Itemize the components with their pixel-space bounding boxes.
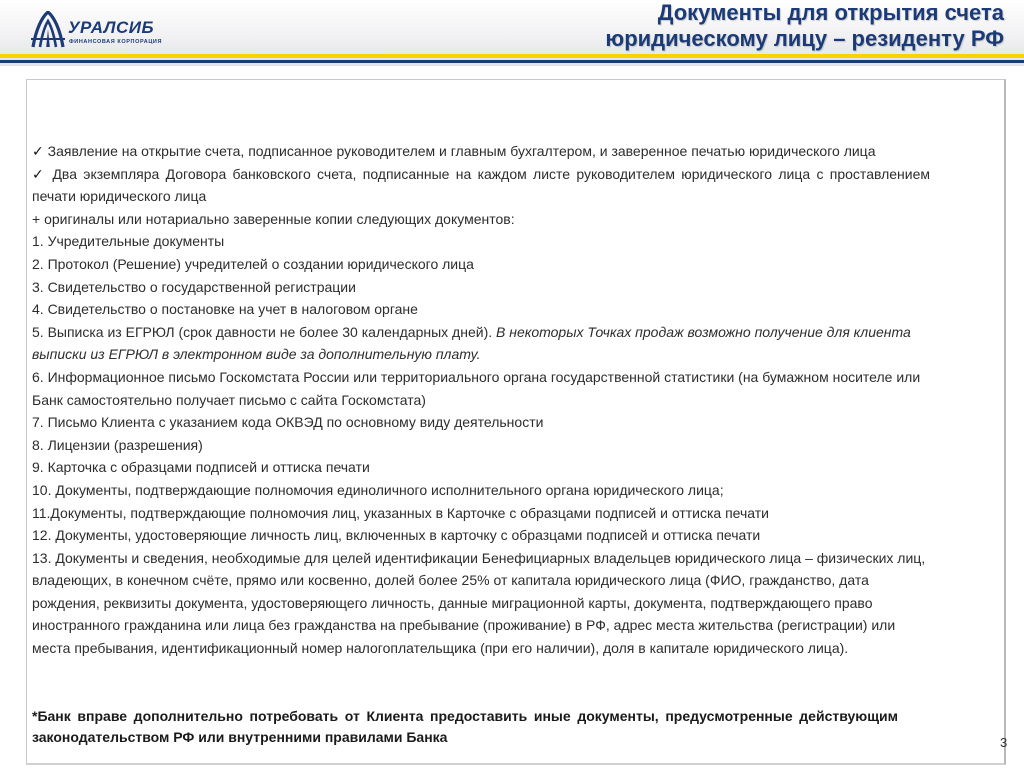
list-item: 8. Лицензии (разрешения) xyxy=(32,436,203,453)
page-number: 3 xyxy=(1000,735,1008,750)
check-icon: ✓ xyxy=(32,165,47,182)
list-item: 6. Информационное письмо Госкомстата России или территориального органа государственной статистики (на бумажном носителе или Банк самостоятельно получает письмо с сайта Госкомстата) xyxy=(32,368,921,408)
list-item: 4. Свидетельство о постановке на учет в налоговом органе xyxy=(32,301,418,318)
document-list xyxy=(32,140,930,660)
list-intro: + оригиналы или нотариально заверенные копии следующих документов: xyxy=(32,210,515,227)
brand-name: УРАЛСИБ xyxy=(68,18,154,37)
footnote: *Банк вправе дополнительно потребовать от Клиента предоставить иные документы, предусмотренные действующим законодательством РФ или внутренними правилами Банка xyxy=(32,708,898,745)
header-brand-stripe xyxy=(0,60,1024,63)
list-item: 2. Протокол (Решение) учредителей о создании юридического лица xyxy=(32,255,474,272)
list-item: 1. Учредительные документы xyxy=(32,233,225,250)
company-logo[interactable] xyxy=(30,11,180,49)
check-icon: ✓ xyxy=(32,143,44,159)
header-accent-stripe xyxy=(0,54,1024,58)
brand-tagline: ФИНАНСОВАЯ КОРПОРАЦИЯ xyxy=(69,39,163,45)
italic-note: В некоторых Точках продаж возможно получение для клиента выписки из ЕГРЮЛ в электронном виде за дополнительную плату. xyxy=(32,323,911,363)
list-item: 12. Документы, удостоверяющие личность лиц, включенных в карточку с образцами подписей и оттиска печати xyxy=(32,527,761,544)
list-item-application: ✓ Заявление на открытие счета, подписанное руководителем и главным бухгалтером, и заверенное печатью юридического лица xyxy=(32,143,876,159)
list-item-contract: ✓ Два экземпляра Договора банковского счета, подписанные на каждом листе руководителем юридического лица с проставлением печати юридического лица xyxy=(32,165,931,205)
list-item: 13. Документы и сведения, необходимые для целей идентификации Бенефициарных владельцев юридического лица – физических лиц, владеющих, в конечном счёте, прямо или косвенно, долей более 25% от капитала юридического лица (ФИО, гражданство, дата рождения, реквизиты документа, удостоверяющего личность, данные миграционной карты, документа, подтверждающего право иностранного гражданина или лица без гражданства на пребывание (проживание) в РФ, адрес места жительства (регистрации) или места пребывания, идентификационный номер налогоплательщика (при его наличии), доля в капитале юридического лица). xyxy=(32,549,926,657)
list-item: 10. Документы, подтверждающие полномочия единоличного исполнительного органа юридического лица; xyxy=(32,481,724,498)
slide-title-line-1: Документы для открытия счета xyxy=(657,0,1004,25)
list-item: 7. Письмо Клиента с указанием кода ОКВЭД по основному виду деятельности xyxy=(32,414,544,431)
list-item: 3. Свидетельство о государственной регистрации xyxy=(32,278,356,295)
slide-title-line-2: юридическому лицу – резиденту РФ xyxy=(605,26,1004,51)
list-item: 5. Выписка из ЕГРЮЛ (срок давности не более 30 календарных дней). В некоторых Точках продаж возможно получение для клиента выписки из ЕГРЮЛ в электронном виде за дополнительную плату. xyxy=(32,323,911,363)
header-bar xyxy=(0,0,1024,66)
slide-title xyxy=(605,0,1004,52)
uralsib-emblem-icon xyxy=(30,11,66,49)
list-item: 11.Документы, подтверждающие полномочия лиц, указанных в Карточке с образцами подписей и оттиска печати xyxy=(32,504,769,521)
list-item: 9. Карточка с образцами подписей и оттиска печати xyxy=(32,459,370,476)
